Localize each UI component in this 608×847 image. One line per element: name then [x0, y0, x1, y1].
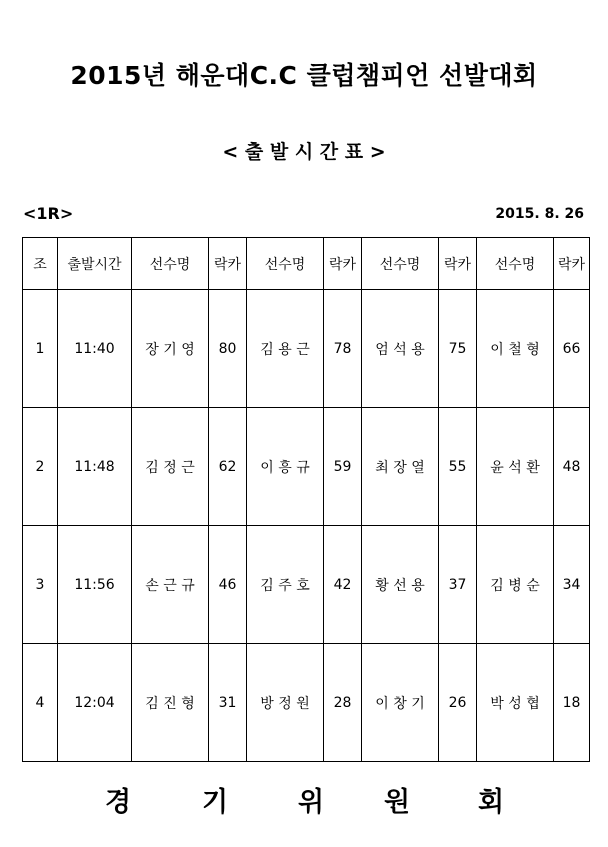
locker-number: 31	[209, 644, 247, 762]
header-player-name: 선수명	[132, 238, 209, 290]
group-number: 3	[23, 526, 58, 644]
player-name: 박 성 협	[477, 644, 554, 762]
committee-char: 위	[298, 787, 325, 818]
player-name: 황 선 용	[362, 526, 439, 644]
locker-number: 34	[554, 526, 590, 644]
player-name: 손 근 규	[132, 526, 209, 644]
table-header-row	[23, 238, 590, 290]
document-title: 2015년 해운대C.C 클럽챔피언 선발대회	[70, 61, 538, 90]
player-name: 김 정 근	[132, 408, 209, 526]
locker-number: 42	[324, 526, 362, 644]
table-row	[23, 644, 590, 762]
player-name: 이 철 형	[477, 290, 554, 408]
player-name: 김 주 호	[247, 526, 324, 644]
locker-number: 28	[324, 644, 362, 762]
locker-number: 78	[324, 290, 362, 408]
locker-number: 55	[439, 408, 477, 526]
locker-number: 80	[209, 290, 247, 408]
header-locker: 락카	[554, 238, 590, 290]
locker-number: 26	[439, 644, 477, 762]
group-number: 1	[23, 290, 58, 408]
header-start-time: 출발시간	[58, 238, 132, 290]
header-locker: 락카	[439, 238, 477, 290]
committee-char: 경	[105, 787, 132, 818]
header-player-name: 선수명	[247, 238, 324, 290]
player-name: 김 진 형	[132, 644, 209, 762]
group-number: 4	[23, 644, 58, 762]
start-time: 11:56	[58, 526, 132, 644]
locker-number: 59	[324, 408, 362, 526]
start-time: 11:40	[58, 290, 132, 408]
event-date: 2015. 8. 26	[495, 206, 584, 222]
header-player-name: 선수명	[477, 238, 554, 290]
locker-number: 48	[554, 408, 590, 526]
player-name: 윤 석 환	[477, 408, 554, 526]
player-name: 이 창 기	[362, 644, 439, 762]
header-group: 조	[23, 238, 58, 290]
locker-number: 75	[439, 290, 477, 408]
locker-number: 66	[554, 290, 590, 408]
committee-char: 회	[478, 787, 505, 818]
organizer-committee	[0, 780, 608, 820]
locker-number: 46	[209, 526, 247, 644]
group-number: 2	[23, 408, 58, 526]
player-name: 김 병 순	[477, 526, 554, 644]
round-label: <1R>	[23, 204, 74, 223]
committee-char: 원	[384, 787, 411, 818]
player-name: 엄 석 용	[362, 290, 439, 408]
start-time: 12:04	[58, 644, 132, 762]
locker-number: 62	[209, 408, 247, 526]
player-name: 이 흥 규	[247, 408, 324, 526]
start-time: 11:48	[58, 408, 132, 526]
player-name: 김 용 근	[247, 290, 324, 408]
locker-number: 18	[554, 644, 590, 762]
tee-time-table	[22, 237, 590, 762]
committee-char: 기	[202, 787, 229, 818]
document-subtitle: < 출 발 시 간 표 >	[222, 141, 386, 163]
player-name: 최 장 열	[362, 408, 439, 526]
table-row	[23, 526, 590, 644]
header-locker: 락카	[209, 238, 247, 290]
header-locker: 락카	[324, 238, 362, 290]
locker-number: 37	[439, 526, 477, 644]
player-name: 방 정 원	[247, 644, 324, 762]
player-name: 장 기 영	[132, 290, 209, 408]
table-row	[23, 408, 590, 526]
header-player-name: 선수명	[362, 238, 439, 290]
table-row	[23, 290, 590, 408]
